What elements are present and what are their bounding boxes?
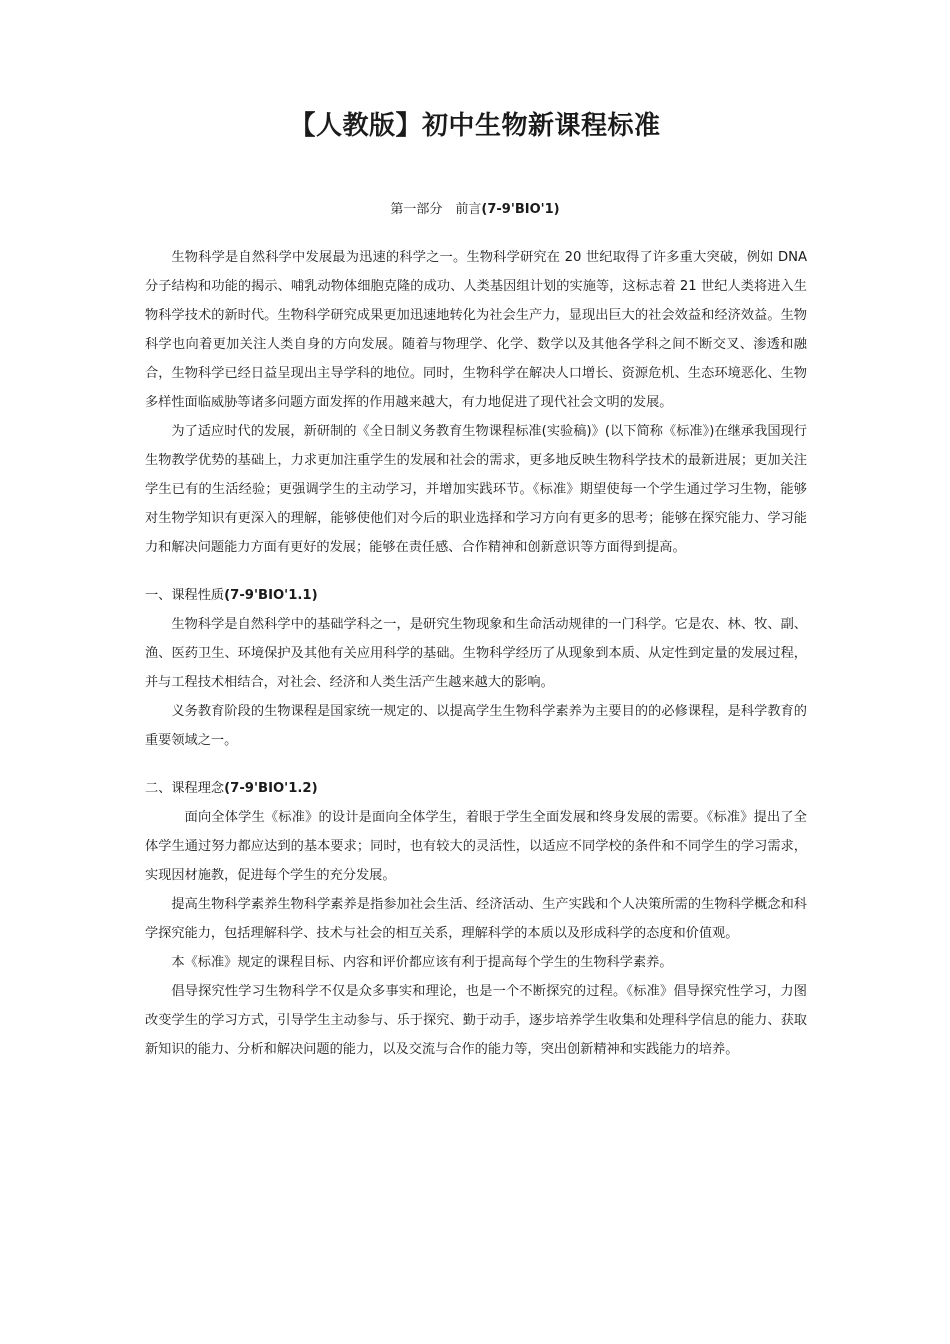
section-heading-text: 一、课程性质: [145, 588, 225, 603]
section-paragraph: 义务教育阶段的生物课程是国家统一规定的、以提高学生生物科学素养为主要目的的必修课程，是科学教育的重要领域之一。: [145, 704, 807, 748]
section-paragraph: 提高生物科学素养生物科学素养是指参加社会生活、经济活动、生产实践和个人决策所需的生物科学概念和科学探究能力，包括理解科学、技术与社会的相互关系，理解科学的本质以及形成科学的态度和价值观。: [145, 897, 807, 941]
section-code: (7-9'BIO'1.2): [224, 781, 318, 796]
section-code: (7-9'BIO'1.1): [224, 588, 318, 603]
document-title: 【人教版】初中生物新课程标准: [289, 111, 661, 141]
document-body: [145, 243, 807, 1064]
section-paragraph: 生物科学是自然科学中的基础学科之一，是研究生物现象和生命活动规律的一门科学。它是农、林、牧、副、渔、医药卫生、环境保护及其他有关应用科学的基础。生物科学经历了从现象到本质、从定性到定量的发展过程，并与工程技术相结合，对社会、经济和人类生活产生越来越大的影响。: [145, 617, 807, 690]
section-paragraph: 面向全体学生《标准》的设计是面向全体学生，着眼于学生全面发展和终身发展的需要。《标准》提出了全体学生通过努力都应达到的基本要求；同时，也有较大的灵活性，以适应不同学校的条件和不同学生的学习需求，实现因材施教，促进每个学生的充分发展。: [145, 810, 807, 883]
part-label: 第一部分 前言: [390, 202, 482, 217]
intro-paragraph: 生物科学是自然科学中发展最为迅速的科学之一。生物科学研究在 20 世纪取得了许多重大突破，例如 DNA 分子结构和功能的揭示、哺乳动物体细胞克隆的成功、人类基因组计划的实施等，这标志着 21 世纪人类将进入生物科学技术的新时代。生物科学研究成果更加迅速地转化为社会生产力，显现出巨大的社会效益和经济效益。生物科学也向着更加关注人类自身的方向发展。随着与物理学、化学、数学以及其他各学科之间不断交叉、渗透和融合，生物科学已经日益呈现出主导学科的地位。同时，生物科学在解决人口增长、资源危机、生态环境恶化、生物多样性面临威胁等诸多问题方面发挥的作用越来越大，有力地促进了现代社会文明的发展。: [145, 250, 807, 410]
section-heading-nature: [145, 581, 807, 610]
part-code: (7-9'BIO'1): [481, 202, 560, 217]
section-paragraph: 本《标准》规定的课程目标、内容和评价都应该有利于提高每个学生的生物科学素养。: [171, 955, 673, 970]
intro-paragraph: 为了适应时代的发展，新研制的《全日制义务教育生物课程标准(实验稿)》(以下简称《标准》)在继承我国现行生物教学优势的基础上，力求更加注重学生的发展和社会的需求，更多地反映生物科学技术的最新进展；更加关注学生已有的生活经验；更强调学生的主动学习，并增加实践环节。《标准》期望使每一个学生通过学习生物，能够对生物学知识有更深入的理解，能够使他们对今后的职业选择和学习方向有更多的思考；能够在探究能力、学习能力和解决问题能力方面有更好的发展；能够在责任感、合作精神和创新意识等方面得到提高。: [145, 424, 807, 555]
section-gap: [145, 755, 807, 774]
section-heading-text: 二、课程理念: [145, 781, 225, 796]
part-heading: [0, 200, 950, 220]
section-paragraph: 倡导探究性学习生物科学不仅是众多事实和理论，也是一个不断探究的过程。《标准》倡导探究性学习，力图改变学生的学习方式，引导学生主动参与、乐于探究、勤于动手，逐步培养学生收集和处理科学信息的能力、获取新知识的能力、分析和解决问题的能力，以及交流与合作的能力等，突出创新精神和实践能力的培养。: [145, 984, 807, 1057]
section-gap: [145, 562, 807, 581]
section-heading-concept: [145, 774, 807, 803]
